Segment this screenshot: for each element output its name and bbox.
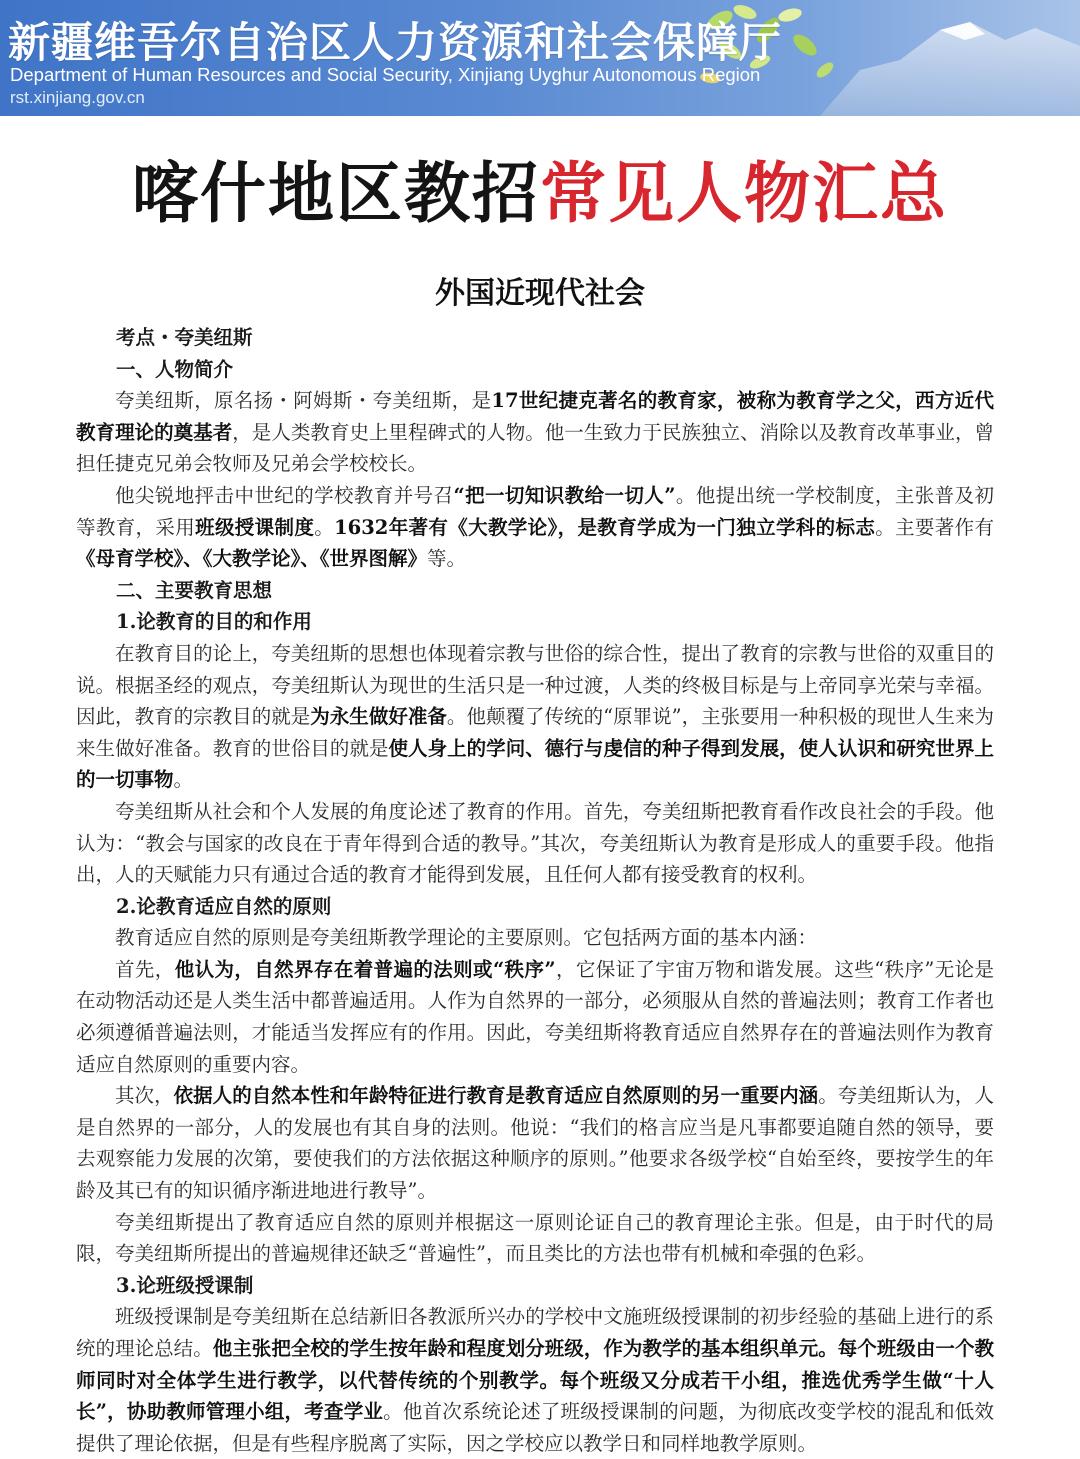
- paragraph-intro-2: 他尖锐地抨击中世纪的学校教育并号召“把一切知识教给一切人”。他提出统一学校制度，主张普及初等教育，采用班级授课制度。1632年著有《大教学论》，是教育学成为一门独立学科的标志。主要著作有《母育学校》、《大教学论》、《世界图解》等。: [76, 483, 994, 571]
- subheading-1: 1.论教育的目的和作用: [116, 610, 312, 634]
- page-title: [0, 140, 1080, 235]
- paragraph-nature-first: 首先，他认为，自然界存在着普遍的法则或“秩序”，它保证了宇宙万物和谐发展。这些“秩序”无论是在动物活动还是人类生活中都普遍适用。人作为自然界的一部分，必须服从自然的普遍法则；教育工作者也必须遵循普遍法则，才能适当发挥应有的作用。因此，夸美纽斯将教育适应自然界存在的普遍法则作为教育适应自然原则的重要内容。: [76, 957, 994, 1076]
- banner-title: 新疆维吾尔自治区人力资源和社会保障厅: [8, 18, 783, 67]
- banner-url[interactable]: rst.xinjiang.gov.cn: [10, 88, 145, 107]
- thought-heading: 二、主要教育思想: [116, 578, 273, 602]
- intro-heading: 一、人物简介: [116, 357, 234, 381]
- title-black-part: 喀什地区教招: [132, 155, 540, 232]
- kaodian-heading: 考点・夸美纽斯: [116, 326, 253, 349]
- section-title: 外国近现代社会: [435, 276, 645, 311]
- paragraph-nature-second: 其次，依据人的自然本性和年龄特征进行教育是教育适应自然原则的另一重要内涵。夸美纽斯认为，人是自然界的一部分，人的发展也有其自身的法则。他说：“我们的格言应当是凡事都要追随自然的领导，要去观察能力发展的次第，要使我们的方法依据这种顺序的原则。”他要求各级学校“自始至终，要按学生的年龄及其已有的知识循序渐进地进行教导”。: [76, 1084, 994, 1203]
- paragraph-function: 夸美纽斯从社会和个人发展的角度论述了教育的作用。首先，夸美纽斯把教育看作改良社会的手段。他认为：“教会与国家的改良在于青年得到合适的教导。”其次，夸美纽斯认为教育是形成人的重要手段。他指出，人的天赋能力只有通过合适的教育才能得到发展，且任何人都有接受教育的权利。: [76, 799, 994, 887]
- subheading-3: 3.论班级授课制: [116, 1273, 254, 1297]
- paragraph-nature-limit: 夸美纽斯提出了教育适应自然的原则并根据这一原则论证自己的教育理论主张。但是，由于时代的局限，夸美纽斯所提出的普遍规律还缺乏“普遍性”，而且类比的方法也带有机械和牵强的色彩。: [76, 1210, 994, 1266]
- mountain-decoration-icon: [820, 0, 1080, 116]
- title-red-part: 常见人物汇总: [540, 155, 948, 232]
- site-banner: [0, 0, 1080, 116]
- paragraph-purpose: 在教育目的论上，夸美纽斯的思想也体现着宗教与世俗的综合性，提出了教育的宗教与世俗的双重目的说。根据圣经的观点，夸美纽斯认为现世的生活只是一种过渡，人类的终极目标是与上帝同享光荣与幸福。因此，教育的宗教目的就是为永生做好准备。他颠覆了传统的“原罪说”，主张要用一种积极的现世人生来为来生做好准备。教育的世俗目的就是使人身上的学问、德行与虔信的种子得到发展，使人认识和研究世界上的一切事物。: [76, 641, 994, 792]
- paragraph-intro-1: 夸美纽斯，原名扬・阿姆斯・夸美纽斯，是17世纪捷克著名的教育家，被称为教育学之父，西方近代教育理论的奠基者，是人类教育史上里程碑式的人物。他一生致力于民族独立、消除以及教育改革事业，曾担任捷克兄弟会牧师及兄弟会学校校长。: [76, 389, 994, 476]
- paragraph-class-system: 班级授课制是夸美纽斯在总结新旧各教派所兴办的学校中文施班级授课制的初步经验的基础上进行的系统的理论总结。他主张把全校的学生按年龄和程度划分班级，作为教学的基本组织单元。每个班级由一个教师同时对全体学生进行教学，以代替传统的个别教学。每个班级又分成若干小组，推选优秀学生做“十人长”，协助教师管理小组，考查学业。他首次系统论述了班级授课制的问题，为彻底改变学校的混乱和低效提供了理论依据，但是有些程序脱离了实际，因之学校应以教学日和同样地教学原则。: [76, 1305, 994, 1455]
- paragraph-nature-intro: 教育适应自然的原则是夸美纽斯教学理论的主要原则。它包括两方面的基本内涵：: [115, 926, 818, 950]
- banner-subtitle: Department of Human Resources and Social Security, Xinjiang Uyghur Autonomous Region: [10, 64, 761, 85]
- article-body: [76, 322, 994, 1459]
- subheading-2: 2.论教育适应自然的原则: [116, 894, 332, 918]
